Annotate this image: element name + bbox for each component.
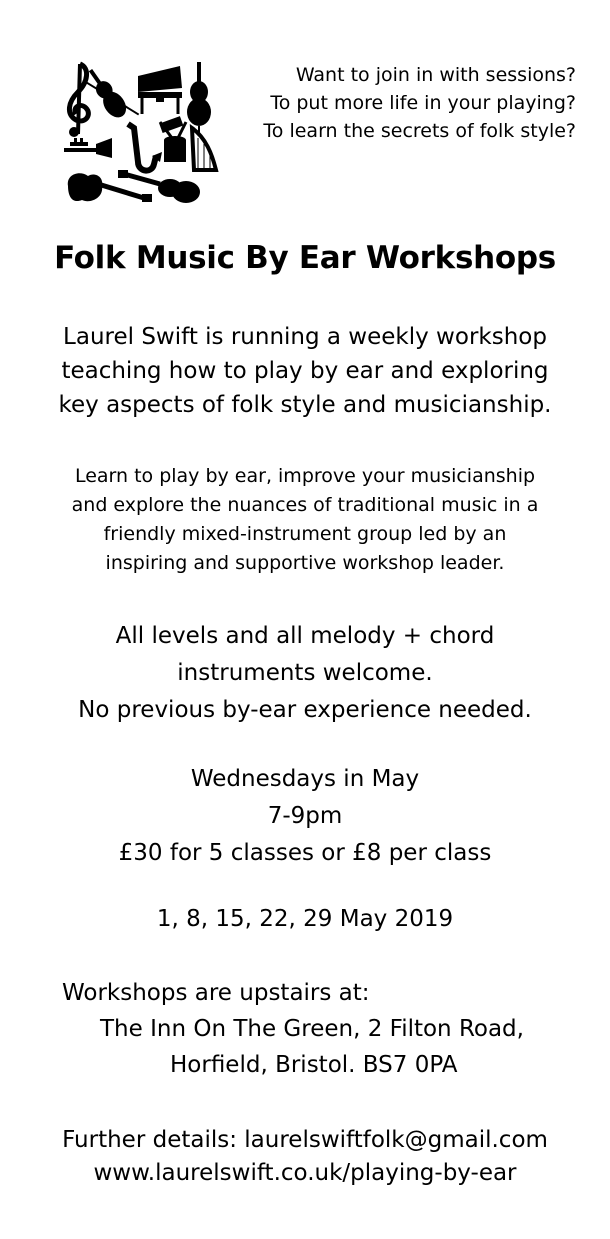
contact-email-line[interactable]: Further details: laurelswiftfolk@gmail.com bbox=[62, 1127, 548, 1153]
contact-block bbox=[0, 1124, 610, 1190]
levels-line: instruments welcome. bbox=[177, 660, 433, 686]
venue-address-line: The Inn On The Green, 2 Filton Road, bbox=[100, 1016, 524, 1042]
schedule-time: 7-9pm bbox=[267, 803, 343, 829]
piano-icon bbox=[138, 66, 182, 114]
tagline: Want to join in with sessions? bbox=[295, 64, 576, 86]
levels-line: All levels and all melody + chord bbox=[115, 623, 495, 649]
trumpet-icon bbox=[64, 138, 112, 158]
page-title: Folk Music By Ear Workshops bbox=[54, 240, 556, 276]
intro-line: teaching how to play by ear and exploring bbox=[61, 358, 549, 384]
drum-icon bbox=[159, 116, 186, 162]
schedule-block bbox=[0, 761, 610, 872]
description-line: inspiring and supportive workshop leader. bbox=[105, 552, 505, 574]
schedule-price: £30 for 5 classes or £8 per class bbox=[118, 840, 492, 866]
description-line: Learn to play by ear, improve your musicianship bbox=[74, 465, 536, 487]
saxophone-icon bbox=[128, 124, 162, 171]
levels-line: No previous by-ear experience needed. bbox=[78, 697, 532, 723]
harp-icon bbox=[192, 128, 216, 170]
tagline: To put more life in your playing? bbox=[270, 92, 576, 114]
treble-clef-icon bbox=[69, 64, 88, 137]
intro-line: Laurel Swift is running a weekly workshop bbox=[63, 324, 547, 350]
intro-paragraph bbox=[0, 320, 610, 422]
violin-icon bbox=[81, 62, 139, 129]
tagline-list bbox=[263, 61, 576, 145]
cello-icon bbox=[187, 62, 211, 134]
description-line: friendly mixed-instrument group led by an bbox=[103, 523, 507, 545]
description-line: and explore the nuances of traditional music in a bbox=[71, 494, 539, 516]
intro-line: key aspects of folk style and musicianship. bbox=[58, 392, 552, 418]
tagline: To learn the secrets of folk style? bbox=[263, 120, 576, 142]
description-paragraph bbox=[0, 462, 610, 578]
session-dates: 1, 8, 15, 22, 29 May 2019 bbox=[156, 906, 454, 932]
instruments-collage bbox=[60, 58, 220, 213]
acoustic-guitar-icon bbox=[118, 170, 200, 203]
contact-website-link[interactable]: www.laurelswift.co.uk/playing-by-ear bbox=[93, 1160, 517, 1186]
schedule-day: Wednesdays in May bbox=[190, 766, 420, 792]
venue-label: Workshops are upstairs at: bbox=[62, 980, 370, 1006]
levels-paragraph bbox=[0, 618, 610, 729]
venue-address-line: Horfield, Bristol. BS7 0PA bbox=[170, 1052, 458, 1078]
